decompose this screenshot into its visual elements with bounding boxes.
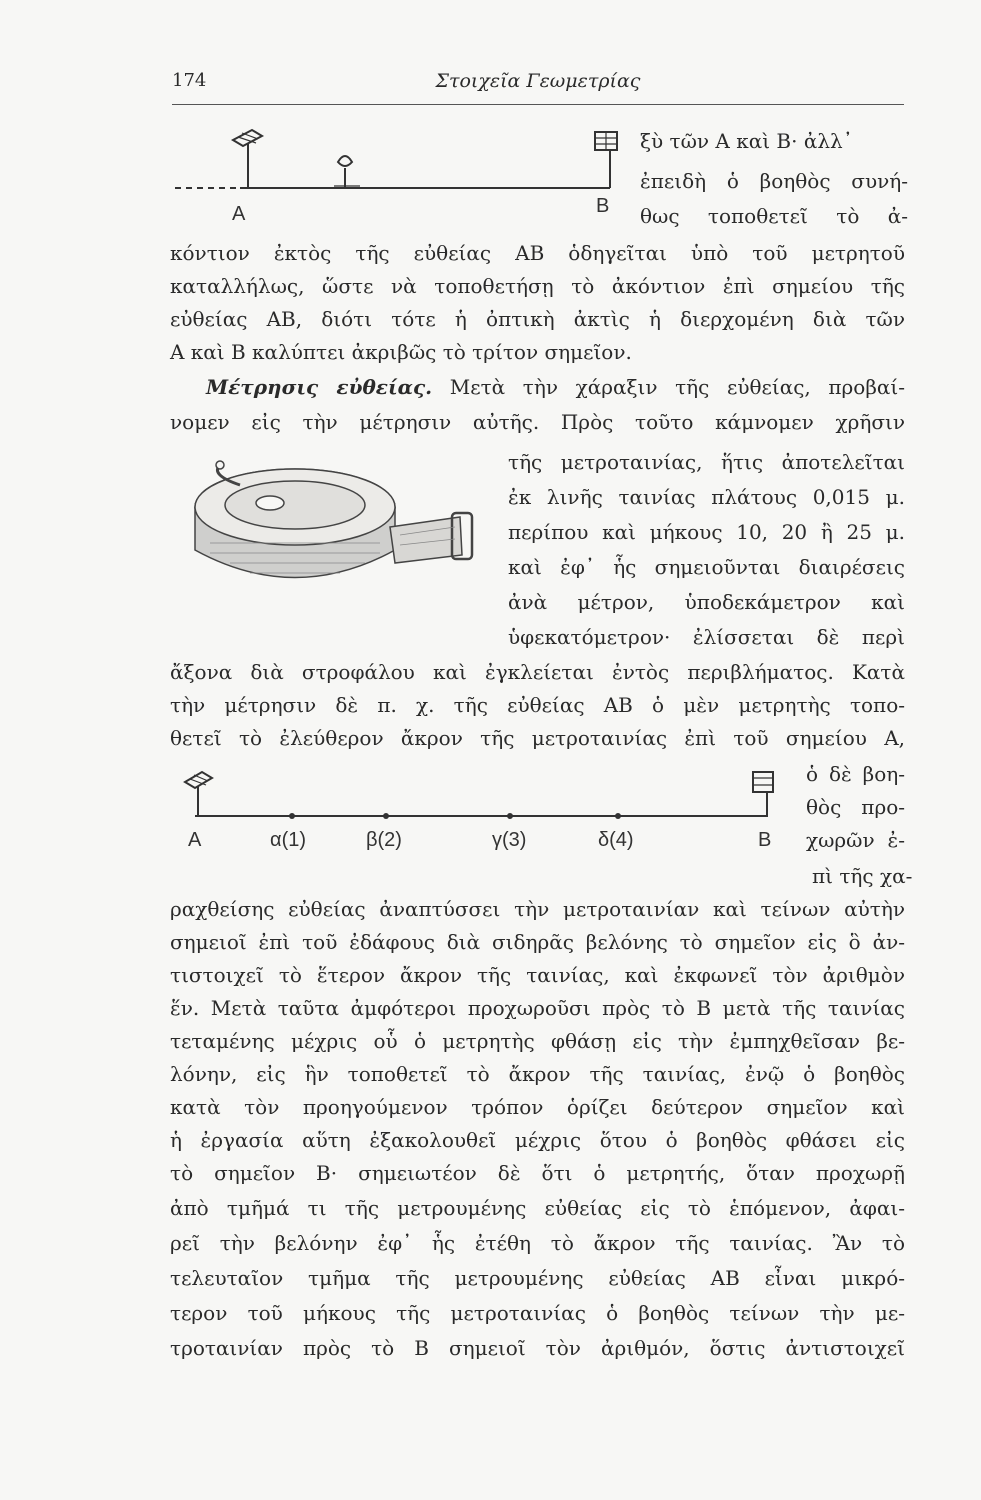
- label-a: A: [188, 829, 202, 851]
- figure-measuring-tape: [190, 455, 490, 605]
- label-delta: δ(4): [598, 829, 634, 851]
- running-title: Στοιχεῖα Γεωμετρίας: [435, 70, 641, 92]
- text-line: καὶ ἐφ᾽ ἧς σημειοῦνται διαιρέσεις: [508, 555, 905, 579]
- text-line: τιστοιχεῖ τὸ ἕτερον ἄκρον τῆς ταινίας, καὶ ἐκφωνεῖ τὸν ἀριθμὸν: [170, 963, 905, 987]
- text-line: τῆς μετροταινίας, ἥτις ἀποτελεῖται: [508, 450, 905, 474]
- text-line: πὶ τῆς χα-: [812, 864, 913, 888]
- text-line: θετεῖ τὸ ἐλεύθερον ἄκρον τῆς μετροταινίας ἐπὶ τοῦ σημείου Α,: [170, 726, 905, 750]
- section-text: Μετὰ τὴν χάραξιν τῆς εὐθείας, προβαί-: [449, 375, 905, 399]
- text-line: ραχθείσης εὐθείας ἀναπτύσσει τὴν μετροταινίαν καὶ τείνων αὐτὴν: [170, 897, 905, 921]
- text-line: τὸ σημεῖον Β· σημειωτέον δὲ ὅτι ὁ μετρητής, ὅταν προχωρῇ: [170, 1161, 905, 1185]
- text-line: κατὰ τὸν προηγούμενον τρόπον ὁρίζει δεύτερον σημεῖον καὶ: [170, 1095, 905, 1119]
- text-line: ἕν. Μετὰ ταῦτα ἀμφότεροι προχωροῦσι πρὸς τὸ Β μετὰ τῆς ταινίας: [170, 996, 905, 1020]
- text-line: ἡ ἐργασία αὕτη ἐξακολουθεῖ μέχρις ὅτου ὁ βοηθὸς φθάσει εἰς: [170, 1128, 905, 1152]
- text-line: κόντιον ἐκτὸς τῆς εὐθείας ΑΒ ὁδηγεῖται ὑπὸ τοῦ μετρητοῦ: [170, 241, 905, 265]
- text-line: Α καὶ Β καλύπτει ἀκριβῶς τὸ τρίτον σημεῖον.: [170, 340, 632, 364]
- text-line: ἀπὸ τμῆμά τι τῆς μετρουμένης εὐθείας εἰς τὸ ἑπόμενον, ἀφαι-: [170, 1196, 905, 1220]
- text-line: ξὺ τῶν Α καὶ Β· ἀλλ᾽: [640, 129, 853, 153]
- text-line: ὁ δὲ βοη-: [806, 762, 905, 786]
- text-line: ἐκ λινῆς ταινίας πλάτους 0,015 μ.: [508, 485, 905, 509]
- text-line: θως τοποθετεῖ τὸ ἀ-: [640, 204, 908, 228]
- text-line: καταλλήλως, ὥστε νὰ τοποθετήσῃ τὸ ἀκόντιον ἐπὶ σημείου τῆς: [170, 274, 905, 298]
- text-line: χωρῶν ἐ-: [806, 828, 905, 852]
- text-line: νομεν εἰς τὴν μέτρησιν αὐτῆς. Πρὸς τοῦτο κάμνομεν χρῆσιν: [170, 410, 905, 434]
- label-b: B: [758, 829, 772, 851]
- figure-line-ab-poles: [170, 122, 620, 232]
- page-number: 174: [172, 70, 207, 91]
- text-line: τελευταῖον τμῆμα τῆς μετρουμένης εὐθείας ΑΒ εἶναι μικρό-: [170, 1266, 905, 1290]
- text-line: ρεῖ τὴν βελόνην ἐφ᾽ ἧς ἐτέθη τὸ ἄκρον τῆς ταινίας. Ἂν τὸ: [170, 1231, 905, 1255]
- text-line: περίπου καὶ μήκους 10, 20 ἢ 25 μ.: [508, 520, 905, 544]
- text-line: ὑφεκατόμετρον· ἐλίσσεται δὲ περὶ: [508, 625, 905, 649]
- label-b: B: [596, 195, 610, 217]
- text-line: θὸς προ-: [806, 795, 905, 819]
- text-line: τροταινίαν πρὸς τὸ Β σημειοῖ τὸν ἀριθμόν, ὅστις ἀντιστοιχεῖ: [170, 1336, 905, 1360]
- text-line: ἄξονα διὰ στροφάλου καὶ ἐγκλείεται ἐντὸς περιβλήματος. Κατὰ: [170, 660, 905, 684]
- section-line: [206, 371, 905, 403]
- text-line: τεταμένης μέχρις οὗ ὁ μετρητὴς φθάσῃ εἰς τὴν ἐμπηχθεῖσαν βε-: [170, 1029, 905, 1053]
- section-heading: Μέτρησις εὐθείας.: [206, 375, 433, 399]
- text-line: τὴν μέτρησιν δὲ π. χ. τῆς εὐθείας ΑΒ ὁ μὲν μετρητὴς τοπο-: [170, 693, 905, 717]
- text-line: σημειοῖ ἐπὶ τοῦ ἐδάφους διὰ σιδηρᾶς βελόνης τὸ σημεῖον εἰς ὃ ἀν-: [170, 930, 905, 954]
- figure-measured-line: [170, 762, 800, 858]
- text-line: λόνην, εἰς ἣν τοποθετεῖ τὸ ἄκρον τῆς ταινίας, ἐνῷ ὁ βοηθὸς: [170, 1062, 905, 1086]
- label-a: A: [232, 203, 246, 225]
- text-line: τερον τοῦ μήκους τῆς μετροταινίας ὁ βοηθὸς τείνων τὴν με-: [170, 1301, 905, 1325]
- label-beta: β(2): [366, 829, 402, 851]
- label-gamma: γ(3): [492, 829, 527, 851]
- text-line: ἐπειδὴ ὁ βοηθὸς συνή-: [640, 169, 908, 193]
- text-line: ἀνὰ μέτρον, ὑποδεκάμετρον καὶ: [508, 590, 905, 614]
- label-alpha: α(1): [270, 829, 307, 851]
- text-line: εὐθείας ΑΒ, διότι τότε ἡ ὀπτικὴ ἀκτὶς ἡ διερχομένη διὰ τῶν: [170, 307, 905, 331]
- page-header: [172, 68, 904, 105]
